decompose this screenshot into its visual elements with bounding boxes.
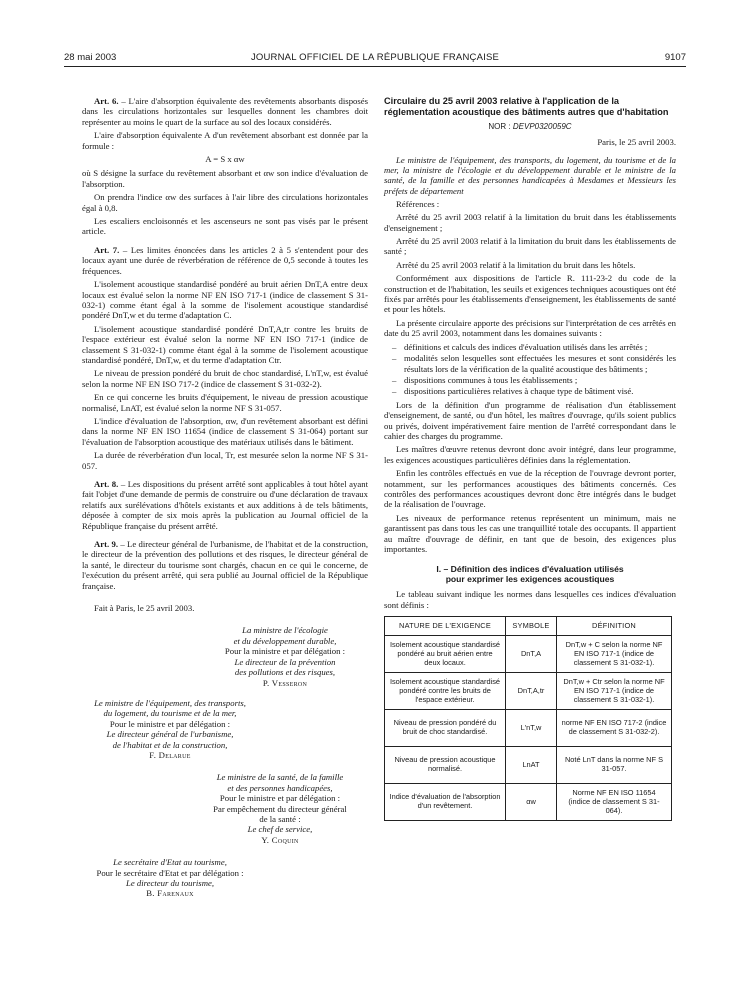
column-header-symbole: SYMBOLE [506, 617, 557, 636]
signature-block-tourisme [82, 857, 258, 899]
sig-line: Le secrétaire d'Etat au tourisme, [113, 857, 227, 868]
left-column [82, 96, 368, 899]
header-journal-title: JOURNAL OFFICIEL DE LA RÉPUBLIQUE FRANÇAISE [250, 52, 500, 63]
paragraph-escaliers: Les escaliers encloisonnés et les ascenseurs ne sont pas visés par le présent article. [82, 216, 368, 237]
section-title-line: pour exprimer les exigences acoustiques [445, 574, 615, 585]
table-cell: αw [506, 784, 557, 821]
table-cell: Noté LnT dans la norme NF S 31-057. [557, 747, 672, 784]
table-row [385, 636, 672, 673]
right-column [384, 96, 676, 821]
table-cell: Isolement acoustique standardisé pondéré au bruit aérien entre deux locaux. [385, 636, 506, 673]
paragraph-lors: Lors de la définition d'un programme de réalisation d'un établissement d'enseignement, de santé, ou d'un hôtel, les maîtres d'ouvrage, qu'ils soient publics ou privés, doivent impérativement faire mention de l'arrêté correspondant dans le cahier des charges du programme. [384, 399, 676, 441]
column-header-nature: NATURE DE L'EXIGENCE [385, 617, 506, 636]
paragraph-conformement: Conformément aux dispositions de l'article R. 111-23-2 du code de la construction et de l'habitation, les seuils et exigences techniques acoustiques ont été fixés par arrêtés pour les établissements d'enseignement, les établissements de santé et pour les hôtels. [384, 273, 676, 315]
sig-line: La ministre de l'écologie [242, 625, 328, 636]
article-9 [82, 539, 368, 591]
article-6-label: Art. 6. [94, 96, 119, 106]
sig-line: des pollutions et des risques, [234, 667, 336, 678]
article-7 [82, 245, 368, 276]
table-cell: L'nT,w [506, 710, 557, 747]
nor-reference [384, 122, 676, 132]
table-cell: Isolement acoustique standardisé pondéré contre les bruits de l'espace extérieur. [385, 673, 506, 710]
sig-line: Le ministre de l'équipement, des transports, [94, 697, 246, 708]
table-row [385, 710, 672, 747]
paragraph-isolement-1: L'isolement acoustique standardisé pondéré au bruit aérien DnT,A entre deux locaux est évalué selon la norme NF EN ISO 717-1 (indice de classement S 31-032-1) comme étant égal à la somme de l'isolement acoustique standardisé pondéré DnT,w et du terme d'adaptation C. [82, 279, 368, 321]
article-9-text: – Le directeur général de l'urbanisme, de l'habitat et de la construction, le directeur de la prévention des pollutions et des risques, le directeur général de la santé, le directeur du tourisme sont chargés, chacun en ce qui le concerne, de l'exécution du présent arrêté, qui sera publié au Journal officiel de la République française. [82, 539, 368, 591]
table-cell: DnT,w + Ctr selon la norme NF EN ISO 717-1 (indice de classement S 31-032-1). [557, 673, 672, 710]
table-cell: DnT,A,tr [506, 673, 557, 710]
list-item: – modalités selon lesquelles sont effectuées les mesures et sont considérés les résultats lors de la vérification de la qualité acoustique des bâtiments ; [404, 353, 676, 374]
sig-line: Le ministre de la santé, de la famille [216, 772, 344, 783]
section-title-line: I. – Définition des indices d'évaluation utilisés [436, 564, 624, 575]
sig-line: et des personnes handicapées, [227, 782, 333, 793]
column-header-definition: DÉFINITION [557, 617, 672, 636]
header-page-number: 9107 [664, 52, 686, 63]
references-heading: Références : [396, 198, 440, 209]
table-header-row [385, 617, 672, 636]
sig-line: du logement, du tourisme et de la mer, [103, 708, 237, 719]
sig-line: Pour la ministre et par délégation : [224, 646, 346, 657]
sig-name: P. Vesseron [262, 677, 308, 688]
article-7-text: – Les limites énoncées dans les articles 2 à 5 s'entendent pour des locaux ayant une durée de réverbération de référence de 0,5 seconde à toutes les fréquences. [82, 244, 368, 276]
list-item: – définitions et calculs des indices d'évaluation utilisés dans les arrêtés ; [404, 342, 676, 352]
paragraph-niveaux: Les niveaux de performance retenus représentent un minimum, mais ne garantissent pas dans tous les cas une tranquillité totale des occupants. Il appartient au maître d'ouvrage de définir, en tant que de besoin, des exigences plus importantes. [384, 512, 676, 554]
sig-name: Y. Coquin [261, 834, 299, 845]
header-rule [64, 66, 686, 67]
article-6-text: – L'aire d'absorption équivalente des revêtements absorbants disposés dans les circulations horizontales sur lesquelles donnent les chambres doit représenter au moins le quart de la surface au sol des locaux considérés. [82, 96, 368, 127]
sig-line: et du développement durable, [233, 635, 337, 646]
sig-line: Le directeur de la prévention [234, 656, 336, 667]
sig-name: B. Farenaux [146, 888, 194, 899]
signature-block-ecologie [202, 625, 368, 687]
reference-item: Arrêté du 25 avril 2003 relatif à la limitation du bruit dans les établissements de santé ; [384, 236, 676, 257]
header-date: 28 mai 2003 [64, 52, 117, 63]
table-row [385, 747, 672, 784]
paragraph-absorption: L'indice d'évaluation de l'absorption, αw, d'un revêtement absorbant est défini dans la norme NF EN ISO 11654 (indice de classement S 31-064) portant sur l'évaluation de l'absorption acoustique des matériaux utilisés dans le bâtiment. [82, 415, 368, 447]
paragraph-equipement: En ce qui concerne les bruits d'équipement, le niveau de pression acoustique normalisé, LnAT, est évalué selon la norme NF S 31-057. [82, 392, 368, 413]
table-cell: norme NF EN ISO 717-2 (indice de classement S 31-032-2). [557, 710, 672, 747]
sig-line: Pour le secrétaire d'Etat et par délégation : [96, 867, 244, 878]
article-8 [82, 479, 368, 531]
list-item: – dispositions particulières relatives à chaque type de bâtiment visé. [404, 386, 676, 396]
nor-code: DEVP0320059C [512, 122, 572, 132]
paragraph-isolement-2: L'isolement acoustique standardisé pondéré DnT,A,tr contre les bruits de l'espace extérieur est évalué selon la norme NF EN ISO 717-1 (indice de classement S 31-032-1) comme étant égal à la somme de l'isolement acoustique standardisé pondéré, DnT,w, et du terme d'adaptation Ctr. [82, 323, 368, 365]
article-8-label: Art. 8. [94, 479, 119, 489]
table-row [385, 673, 672, 710]
sig-line: de la santé : [259, 813, 301, 824]
paragraph-duree: La durée de réverbération d'un local, Tr, est mesurée selon la norme NF S 31-057. [82, 450, 368, 471]
sig-name: F. Delarue [149, 749, 191, 760]
indices-table [384, 616, 672, 821]
sig-line: Le directeur du tourisme, [126, 878, 214, 888]
signature-block-sante [192, 772, 368, 845]
sig-line: Pour le ministre et par délégation : [109, 718, 231, 729]
section-title [384, 564, 676, 584]
circular-title: Circulaire du 25 avril 2003 relative à l'application de la réglementation acoustique des bâtiments autres que d'habitation [384, 96, 669, 117]
sig-line: Pour le ministre et par délégation : [219, 793, 341, 804]
list-item: – dispositions communes à tous les établissements ; [404, 375, 676, 385]
table-cell: Indice d'évaluation de l'absorption d'un revêtement. [385, 784, 506, 821]
sig-line: Par empêchement du directeur général [213, 803, 347, 814]
nor-label: NOR : [488, 122, 511, 132]
table-cell: Norme NF EN ISO 11654 (indice de classement S 31-064). [557, 784, 672, 821]
sig-line: Le directeur général de l'urbanisme, [106, 729, 234, 740]
table-row [385, 784, 672, 821]
paragraph-niveau: Le niveau de pression pondéré du bruit de choc standardisé, L'nT,w, est évalué selon la norme NF EN ISO 717-2 (indice de classement S 31-032-2). [82, 368, 368, 389]
table-cell: Niveau de pression pondéré du bruit de choc standardisé. [385, 710, 506, 747]
table-cell: DnT,w + C selon la norme NF EN ISO 717-1 (indice de classement S 31-032-1). [557, 636, 672, 673]
table-cell: Niveau de pression acoustique normalisé. [385, 747, 506, 784]
paragraph-enfin: Enfin les contrôles effectués en vue de la réception de l'ouvrage devront porter, notamment, sur les performances acoustiques des bâtiments concernés. Ces contrôles des performances acoustiques devront donc être intégrés dans le budget de la réalisation de l'ouvrage. [384, 468, 676, 510]
article-8-text: – Les dispositions du présent arrêté sont applicables à tout hôtel ayant fait l'objet d'une demande de permis de construire ou d'une déclaration de travaux relatifs aux surélévations d'hôtels existants et aux additions à de tels bâtiments, déposée à compter de six mois après la publication au Journal officiel de la République française du présent arrêté. [82, 479, 368, 531]
sig-line: de l'habitat et de la construction, [112, 739, 228, 750]
article-7-label: Art. 7. [94, 244, 120, 255]
table-cell: DnT,A [506, 636, 557, 673]
circular-addressee: Le ministre de l'équipement, des transports, du logement, du tourisme et de la mer, la ministre de l'écologie et du développement durable et le ministre de la santé, de la famille et des personnes handicapées à Mesdames et Messieurs les préfets de département [384, 155, 676, 196]
reference-item: Arrêté du 25 avril 2003 relatif à la limitation du bruit dans les établissements d'enseignement ; [384, 212, 676, 233]
article-6 [82, 96, 368, 127]
paragraph-indice: On prendra l'indice αw des surfaces à l'air libre des circulations horizontales égal à 0,8. [82, 192, 368, 213]
table-cell: LnAT [506, 747, 557, 784]
domains-list [384, 342, 676, 397]
signature-place-date: Fait à Paris, le 25 avril 2003. [94, 603, 195, 614]
signature-block-equipement [82, 698, 258, 760]
reference-item: Arrêté du 25 avril 2003 relatif à la limitation du bruit dans les hôtels. [396, 259, 636, 270]
circular-place-date: Paris, le 25 avril 2003. [597, 136, 676, 147]
paragraph-tableau: Le tableau suivant indique les normes dans lesquelles ces indices d'évaluation sont définis : [384, 589, 676, 610]
paragraph-ou: où S désigne la surface du revêtement absorbant et αw son indice d'évaluation de l'absorption. [82, 168, 368, 189]
paragraph-aire: L'aire d'absorption équivalente A d'un revêtement absorbant est donnée par la formule : [82, 130, 368, 151]
formula: A = S x αw [205, 154, 245, 165]
article-9-label: Art. 9. [94, 539, 119, 550]
paragraph-maitres: Les maîtres d'œuvre retenus devront donc avoir intégré, dans leur programme, les exigences acoustiques particulières définies dans la réglementation. [384, 444, 676, 465]
sig-line: Le chef de service, [247, 824, 313, 835]
paragraph-presente: La présente circulaire apporte des précisions sur l'interprétation de ces arrêtés en date du 25 avril 2003, notamment dans les domaines suivants : [384, 317, 676, 339]
